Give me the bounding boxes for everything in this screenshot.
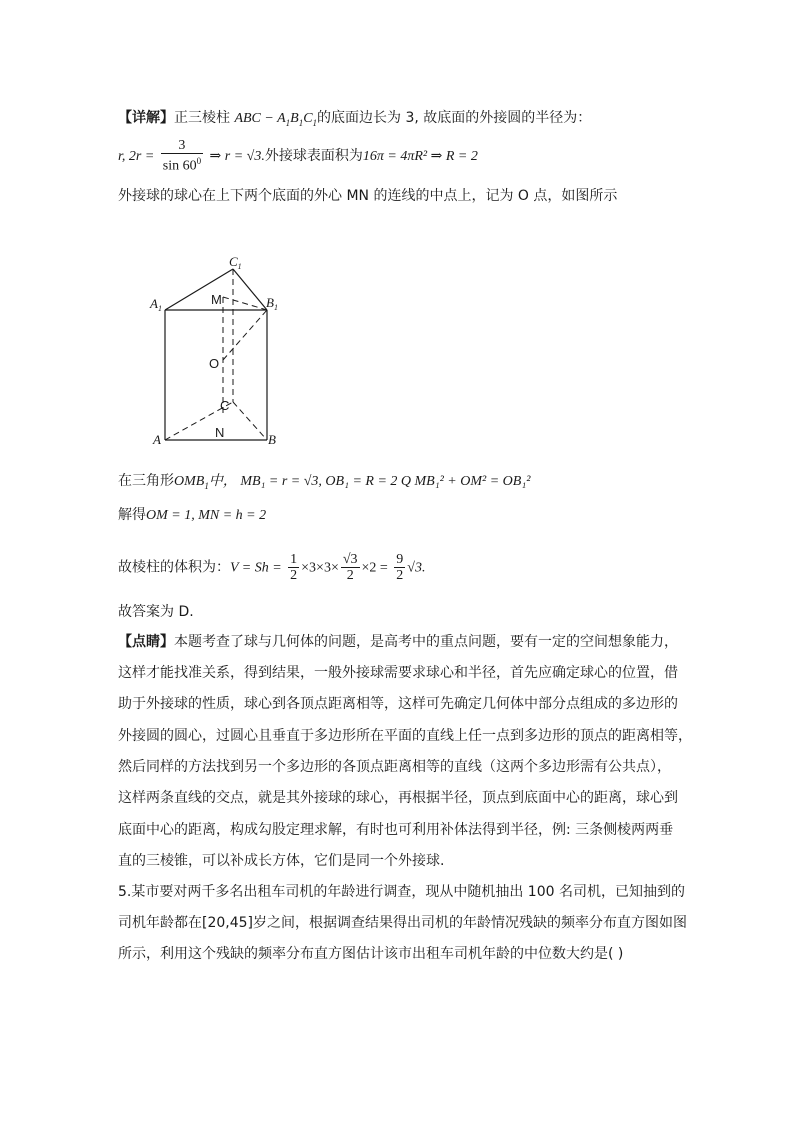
radius-fraction: $\frac{3}{\sin 60^0}$ — [162, 138, 202, 174]
comment-label: 【点睛】 — [118, 634, 174, 650]
label-c1: $C_1$ — [229, 254, 242, 271]
edge-c-b-hidden — [233, 402, 267, 440]
segment-ob1 — [223, 310, 267, 360]
prism-name: ABC − $A_1B_1C_1$ — [234, 111, 318, 128]
surface-eq: 16π = 4πR² ⇒ R = 2 — [362, 148, 478, 164]
comment-line-6: 这样两条直线的交点，就是其外接球的球心，再根据半径，顶点到底面中心的距离，球心到 — [118, 790, 678, 806]
answer-line: 故答案为 D. — [118, 604, 194, 620]
label-m: M — [211, 292, 222, 307]
question5-line-3: 所示，利用这个残缺的频率分布直方图估计该市出租车司机年龄的中位数大约是( ) — [118, 946, 624, 962]
comment-line-5: 然后同样的方法找到另一个多边形的各顶点距离相等的直线（这两个多边形需有公共点）， — [118, 759, 671, 775]
detail-text-1: 正三棱柱 — [174, 110, 230, 126]
triangle-line: 在三角形$OMB_1$中， MB₁ = r = √3, OB₁ = R = 2 Q MB₁² + OM² = OB₁² — [118, 473, 531, 491]
edge-a1-c1 — [165, 269, 233, 310]
detail-text-2: 的底面边长为 3, 故底面的外接圆的半径为： — [317, 110, 592, 126]
label-a: A — [153, 432, 161, 447]
segment-mb1 — [223, 297, 267, 310]
label-c: C — [220, 398, 230, 413]
detail-line-2 — [118, 138, 478, 174]
label-b1: $B_1$ — [266, 295, 278, 312]
detail-label: 【详解】 — [118, 110, 174, 126]
comment-line-2: 这样才能找准关系，得到结果，一般外接球需要求球心和半径，首先应确定球心的位置，借 — [118, 665, 678, 681]
edge-c1-b1 — [233, 269, 267, 310]
label-o: O — [209, 356, 220, 371]
detail-line-3: 外接球的球心在上下两个底面的外心 MN 的连线的中点上，记为 O 点，如图所示 — [118, 188, 618, 204]
radius-eq: r, 2r = — [118, 148, 155, 164]
radius-result: ⇒ r = √3. — [209, 148, 265, 164]
comment-line-4: 外接圆的圆心，过圆心且垂直于多边形所在平面的直线上任一点到多边形的顶点的距离相等， — [118, 728, 692, 744]
label-n: N — [215, 425, 225, 440]
comment-line-8: 直的三棱锥，可以补成长方体，它们是同一个外接球. — [118, 853, 445, 869]
question5-line-2: 司机年龄都在[20,45]岁之间，根据调查结果得出司机的年龄情况残缺的频率分布直方图如图 — [118, 915, 688, 931]
volume-line: 故棱柱的体积为：V = Sh = $\frac{1}{2}$ ×3×3× $\frac{√3}{2}$ ×2 = $\frac{9}{2}$ √3. — [118, 552, 426, 583]
detail-line-1 — [118, 109, 591, 132]
label-b: B — [268, 432, 276, 447]
label-a1: $A_1$ — [150, 296, 162, 313]
solve-line: 解得OM = 1, MN = h = 2 — [118, 507, 267, 523]
comment-line-1: 【点睛】本题考查了球与几何体的问题，是高考中的重点问题，要有一定的空间想象能力， — [118, 634, 678, 650]
prism-figure — [145, 252, 285, 452]
comment-line-3: 助于外接球的性质，球心到各顶点距离相等，这样可先确定几何体中部分点组成的多边形的 — [118, 696, 678, 712]
surface-text: 外接球表面积为 — [264, 147, 363, 164]
question5-line-1: 5.某市要对两千多名出租车司机的年龄进行调查，现从中随机抽出 100 名司机，已知抽到的 — [118, 884, 685, 900]
comment-line-7: 底面中心的距离，构成勾股定理求解，有时也可利用补体法得到半径，例: 三条侧棱两两垂 — [118, 822, 674, 838]
